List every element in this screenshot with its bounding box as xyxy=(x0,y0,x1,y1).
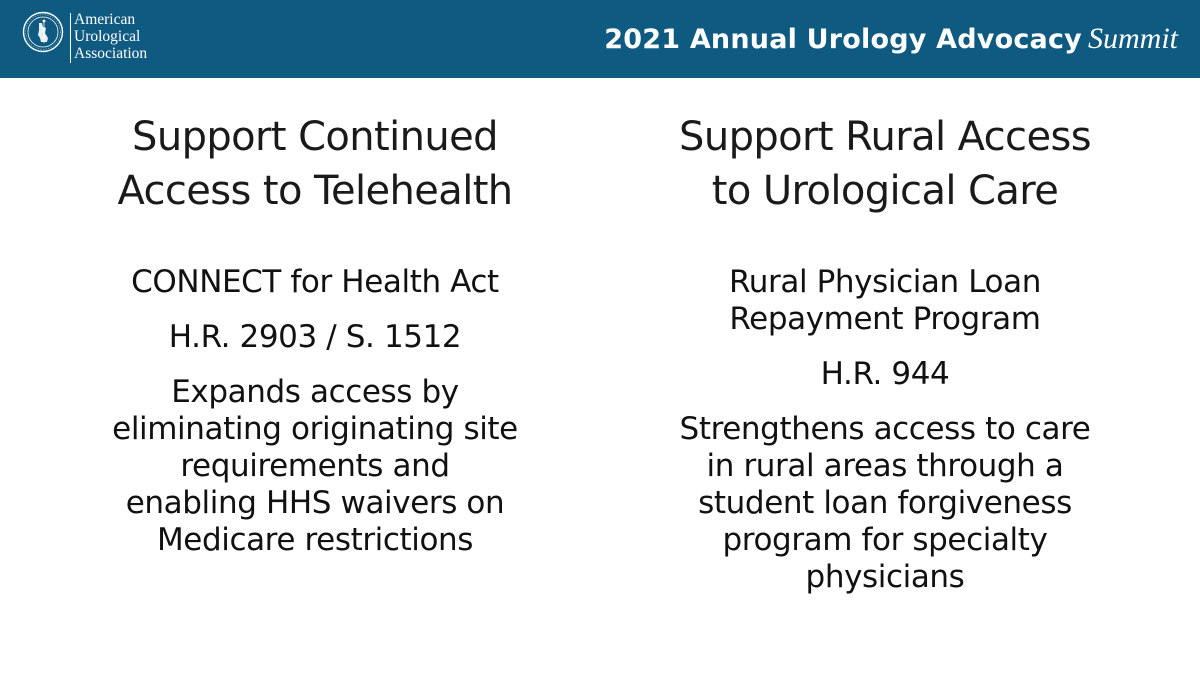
header-banner xyxy=(0,0,1200,78)
rural-access-column xyxy=(615,110,1155,614)
rural-desc-line-3: student loan forgiveness xyxy=(698,485,1072,521)
telehealth-bill-name-line-1: CONNECT for Health Act xyxy=(131,264,499,300)
rural-access-heading xyxy=(615,110,1155,218)
rural-heading-line-1: Support Rural Access xyxy=(679,114,1091,160)
telehealth-desc-line-2: eliminating originating site xyxy=(112,411,518,447)
summit-title xyxy=(604,22,1178,57)
telehealth-desc-line-1: Expands access by xyxy=(171,374,459,410)
telehealth-heading-line-2: Access to Telehealth xyxy=(117,168,513,214)
rural-bill-name xyxy=(615,264,1155,338)
telehealth-description xyxy=(45,374,585,559)
rural-heading-line-2: to Urological Care xyxy=(711,168,1059,214)
telehealth-heading xyxy=(45,110,585,218)
rural-desc-line-1: Strengthens access to care xyxy=(679,411,1091,447)
rural-desc-line-4: program for specialty xyxy=(722,522,1048,558)
aua-logo xyxy=(22,11,212,67)
org-name xyxy=(74,11,147,62)
telehealth-items xyxy=(45,264,585,559)
org-name-line-3: Association xyxy=(74,45,148,62)
telehealth-heading-line-1: Support Continued xyxy=(132,114,498,160)
summit-title-script: Summit xyxy=(1088,22,1178,55)
summit-title-main: 2021 Annual Urology Advocacy xyxy=(604,24,1082,55)
org-name-line-1: American xyxy=(74,11,136,28)
telehealth-bill-number: H.R. 2903 / S. 1512 xyxy=(168,319,462,355)
rural-desc-line-2: in rural areas through a xyxy=(706,448,1064,484)
aua-seal-icon xyxy=(22,11,64,53)
rural-bill-name-line-2: Repayment Program xyxy=(729,301,1041,337)
org-name-line-2: Urological xyxy=(74,28,141,45)
rural-description xyxy=(615,411,1155,596)
telehealth-desc-line-4: enabling HHS waivers on xyxy=(125,485,505,521)
rural-access-items xyxy=(615,264,1155,596)
rural-bill-name-line-1: Rural Physician Loan xyxy=(729,264,1041,300)
telehealth-bill-name xyxy=(45,264,585,301)
rural-bill-number: H.R. 944 xyxy=(820,356,950,392)
rural-desc-line-5: physicians xyxy=(805,559,965,595)
telehealth-desc-line-3: requirements and xyxy=(180,448,450,484)
logo-divider xyxy=(70,13,71,63)
telehealth-column xyxy=(45,110,585,577)
telehealth-desc-line-5: Medicare restrictions xyxy=(156,522,474,558)
